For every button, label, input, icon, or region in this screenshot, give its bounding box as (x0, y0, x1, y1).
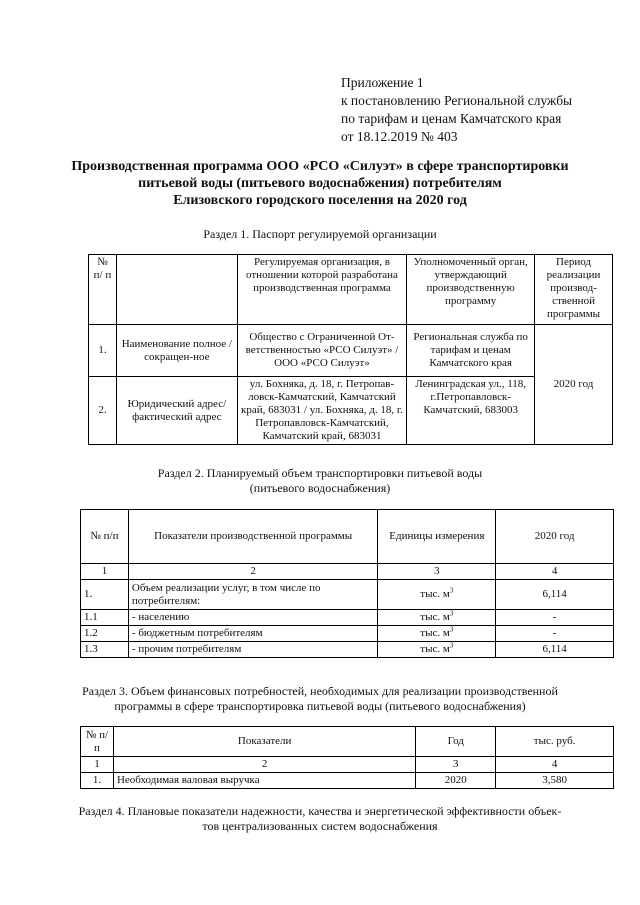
table-header-row (81, 727, 614, 757)
column-number: 4 (496, 564, 614, 580)
section4-heading (0, 804, 640, 834)
title-line: питьевой воды (питьевого водоснабжения) потребителям (138, 176, 502, 191)
heading-line: (питьевого водоснабжения) (249, 481, 391, 495)
authority-cell: Региональная служба по тарифам и ценам Камчатского края (407, 325, 535, 377)
header-cell: Уполномоченный орган, утверждающий производственную программу (407, 255, 535, 325)
year-cell: 2020 (416, 773, 496, 789)
table-row (81, 773, 614, 789)
row-number: 1.2 (81, 626, 129, 642)
row-number: 1.1 (81, 610, 129, 626)
value-cell: - (496, 626, 614, 642)
row-number: 1. (81, 580, 129, 610)
table-row (81, 580, 614, 610)
appendix-line: Приложение 1 (341, 75, 424, 90)
section2-heading (0, 466, 640, 496)
column-number: 1 (81, 757, 114, 773)
column-number: 1 (81, 564, 129, 580)
table-row (89, 325, 613, 377)
header-cell: 2020 год (496, 510, 614, 564)
header-cell: тыс. руб. (496, 727, 614, 757)
appendix-line: по тарифам и ценам Камчатского края (341, 111, 562, 126)
header-cell: № п/п (81, 510, 129, 564)
value-cell: 6,114 (496, 580, 614, 610)
indicator-name: - населению (128, 610, 378, 626)
unit-cell (378, 642, 496, 658)
title-line: Производственная программа ООО «РСО «Силуэт» в сфере транспортировки (71, 159, 569, 174)
section1-heading: Раздел 1. Паспорт регулируемой организации (203, 227, 437, 241)
column-number-row (81, 757, 614, 773)
header-cell: № п/ п (89, 255, 117, 325)
row-number: 1. (81, 773, 114, 789)
row-number: 2. (89, 377, 117, 445)
unit-superscript: 3 (449, 609, 454, 618)
appendix-line: к постановлению Региональной службы (341, 93, 573, 108)
appendix-block (341, 74, 572, 146)
unit-text: тыс. м (420, 627, 450, 639)
column-number: 2 (113, 757, 415, 773)
indicator-name: - прочим потребителям (128, 642, 378, 658)
indicator-name: Необходимая валовая выручка (113, 773, 415, 789)
document-title (0, 158, 640, 209)
table-row (81, 642, 614, 658)
indicator-name: - бюджетным потребителям (128, 626, 378, 642)
column-number: 3 (416, 757, 496, 773)
header-cell (116, 255, 237, 325)
unit-cell (378, 626, 496, 642)
heading-line: Раздел 2. Планируемый объем транспортировки питьевой воды (157, 466, 483, 480)
column-number-row (81, 564, 614, 580)
table-row (89, 377, 613, 445)
org-cell: ул. Бохняка, д. 18, г. Петропав-ловск-Камчатский, Камчатский край, 683031 / ул. Бохняка, д. 18, г. Петропавловск-Камчатский, Камчатский край, 683031 (237, 377, 407, 445)
row-label: Наименование полное / сокращен-ное (116, 325, 237, 377)
table-header-row (89, 255, 613, 325)
section1-table (88, 254, 613, 445)
header-cell: Показатели производственной программы (128, 510, 378, 564)
unit-cell (378, 580, 496, 610)
unit-superscript: 3 (449, 641, 454, 650)
row-number: 1.3 (81, 642, 129, 658)
unit-superscript: 3 (449, 625, 454, 634)
table-header-row (81, 510, 614, 564)
heading-line: программы в сфере транспортировка питьевой воды (питьевого водоснабжения) (114, 699, 526, 713)
unit-text: тыс. м (420, 588, 450, 600)
unit-cell (378, 610, 496, 626)
value-cell: 3,580 (496, 773, 614, 789)
heading-line: Раздел 3. Объем финансовых потребностей, необходимых для реализации производственной (82, 684, 558, 698)
table-row (81, 610, 614, 626)
section2-table (80, 509, 614, 658)
row-number: 1. (89, 325, 117, 377)
column-number: 3 (378, 564, 496, 580)
section3-heading (0, 684, 640, 714)
header-cell: № п/п (81, 727, 114, 757)
section3-table (80, 726, 614, 789)
value-cell: - (496, 610, 614, 626)
header-cell: Показатели (113, 727, 415, 757)
column-number: 4 (496, 757, 614, 773)
title-line: Елизовского городского поселения на 2020 год (173, 193, 467, 208)
header-cell: Регулируемая организация, в отношении которой разработана производственная программа (237, 255, 407, 325)
period-cell: 2020 год (535, 325, 613, 445)
row-label: Юридический адрес/фактический адрес (116, 377, 237, 445)
authority-cell: Ленинградская ул., 118, г.Петропавловск-Камчатский, 683003 (407, 377, 535, 445)
header-cell: Период реализации производ-ственной программы (535, 255, 613, 325)
unit-superscript: 3 (449, 586, 454, 595)
unit-text: тыс. м (420, 611, 450, 623)
column-number: 2 (128, 564, 378, 580)
header-cell: Единицы измерения (378, 510, 496, 564)
org-cell: Общество с Ограниченной От-ветственностью «РСО Силуэт» / ООО «РСО Силуэт» (237, 325, 407, 377)
indicator-name: Объем реализации услуг, в том числе по потребителям: (128, 580, 378, 610)
appendix-line: от 18.12.2019 № 403 (341, 129, 458, 144)
heading-line: тов централизованных систем водоснабжения (202, 819, 438, 833)
header-cell: Год (416, 727, 496, 757)
unit-text: тыс. м (420, 643, 450, 655)
value-cell: 6,114 (496, 642, 614, 658)
table-row (81, 626, 614, 642)
heading-line: Раздел 4. Плановые показатели надежности, качества и энергетической эффективности объек- (78, 804, 562, 818)
